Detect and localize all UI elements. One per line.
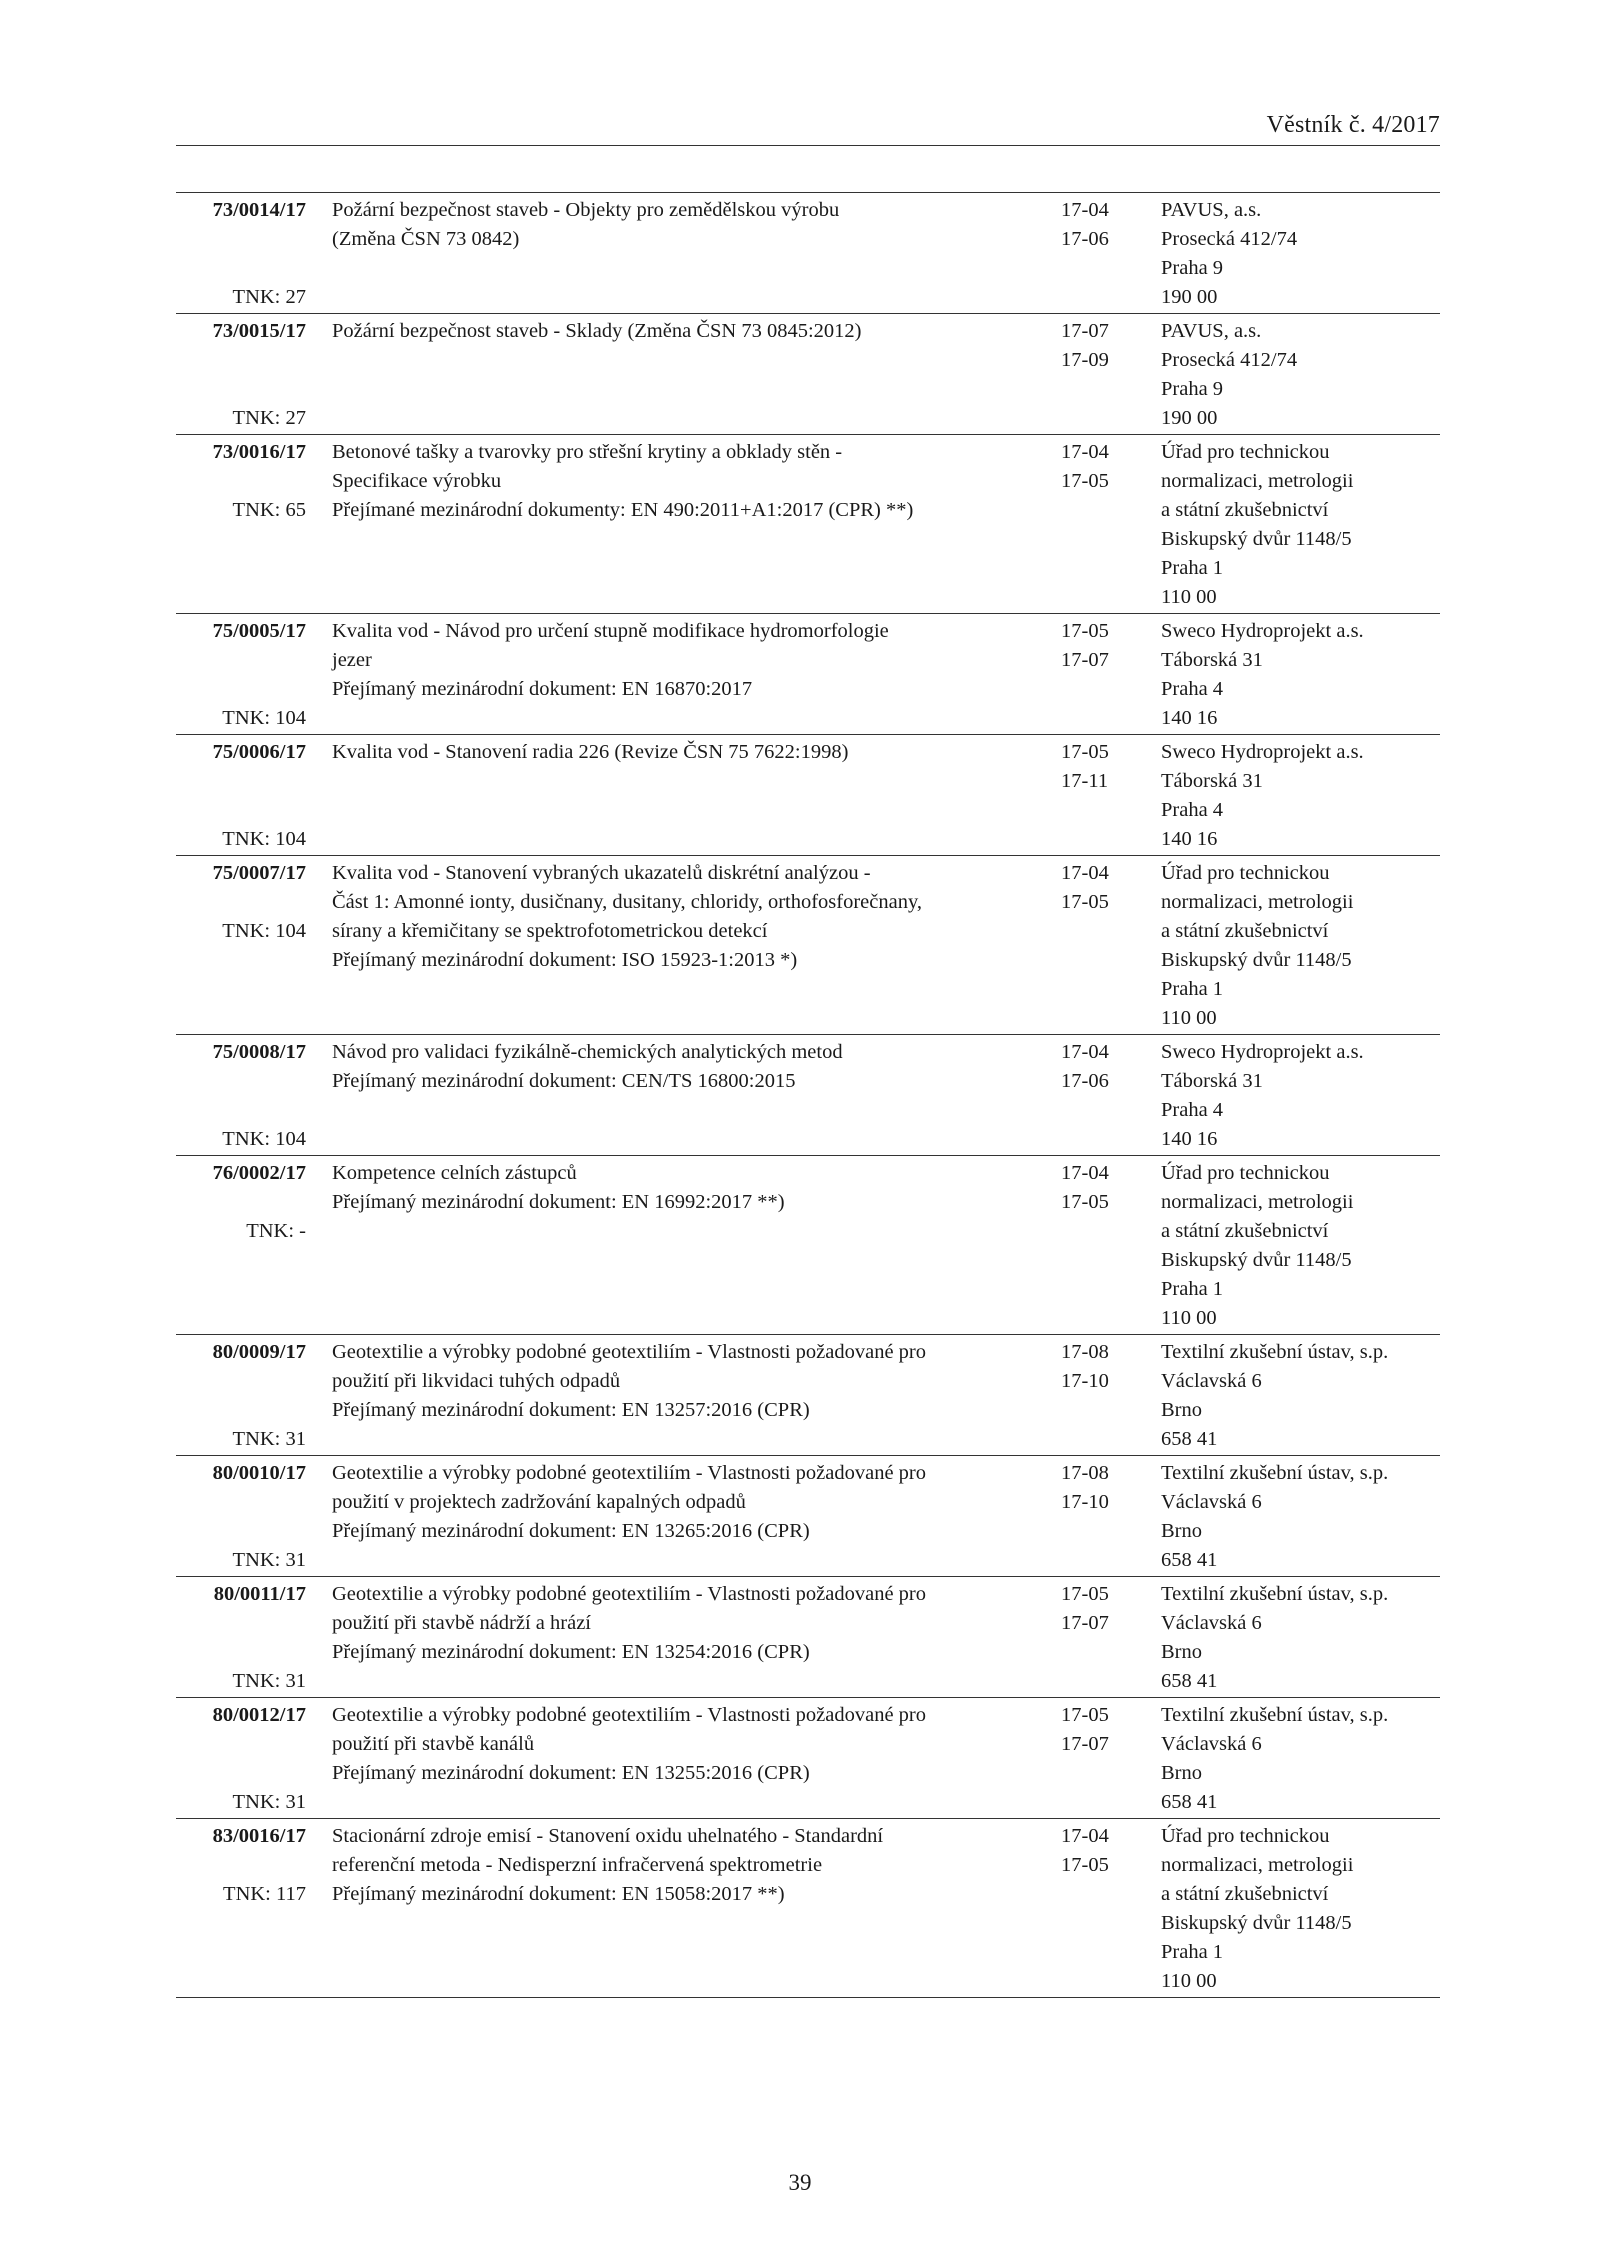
entry-dates [1061,1580,1151,1638]
address-line: Úřad pro technickou [1161,862,1330,884]
tnk-label: TNK: 27 [232,286,306,308]
address-line: PAVUS, a.s. [1161,199,1262,221]
entry-id-column [176,1580,306,1695]
date-code: 17-05 [1061,741,1109,763]
date-code: 17-09 [1061,349,1109,371]
entry-id-column [176,1459,306,1574]
address-line: normalizaci, metrologii [1161,1854,1354,1876]
entry-address [1161,1701,1461,1817]
address-line: Úřad pro technickou [1161,1162,1330,1184]
standard-number: 80/0010/17 [212,1462,306,1484]
address-line: 110 00 [1161,1307,1217,1329]
address-line: 658 41 [1161,1670,1218,1692]
standard-number: 80/0009/17 [212,1341,306,1363]
date-code: 17-07 [1061,1733,1109,1755]
address-line: a státní zkušebnictví [1161,920,1329,942]
title-line: Geotextilie a výrobky podobné geotextiliím - Vlastnosti požadované pro [332,1462,926,1484]
standard-number: 73/0014/17 [212,199,306,221]
address-line: Prosecká 412/74 [1161,349,1298,371]
date-code: 17-04 [1061,1041,1109,1063]
entry-id-column [176,1701,306,1816]
address-line: a státní zkušebnictví [1161,1220,1329,1242]
standard-number: 73/0016/17 [212,441,306,463]
tnk-label: TNK: 117 [223,1883,306,1905]
title-line: Přejímané mezinárodní dokumenty: EN 490:2011+A1:2017 (CPR) **) [332,499,914,521]
address-line: Úřad pro technickou [1161,441,1330,463]
title-line: Geotextilie a výrobky podobné geotextiliím - Vlastnosti požadované pro [332,1341,926,1363]
address-line: 658 41 [1161,1549,1218,1571]
address-line: Václavská 6 [1161,1491,1262,1513]
standard-entry [176,1456,1440,1577]
date-code: 17-07 [1061,1612,1109,1634]
entry-address [1161,1580,1461,1696]
entry-dates [1061,1459,1151,1517]
date-code: 17-04 [1061,441,1109,463]
entry-dates [1061,438,1151,496]
entry-dates [1061,1822,1151,1880]
standard-entry [176,1577,1440,1698]
standard-entry [176,856,1440,1035]
entry-address [1161,196,1461,312]
standard-entry [176,1156,1440,1335]
address-line: Textilní zkušební ústav, s.p. [1161,1704,1389,1726]
entry-id-column [176,1338,306,1453]
standard-entry [176,435,1440,614]
address-line: Praha 1 [1161,1941,1224,1963]
address-line: Táborská 31 [1161,1070,1263,1092]
address-line: Úřad pro technickou [1161,1825,1330,1847]
title-line: Kvalita vod - Stanovení radia 226 (Revize ČSN 75 7622:1998) [332,741,849,763]
address-line: Praha 1 [1161,978,1224,1000]
standard-number: 76/0002/17 [212,1162,306,1184]
date-code: 17-07 [1061,320,1109,342]
title-line: Přejímaný mezinárodní dokument: EN 15058:2017 **) [332,1883,785,1905]
date-code: 17-05 [1061,1191,1109,1213]
title-line: Přejímaný mezinárodní dokument: EN 16870:2017 [332,678,753,700]
entry-address [1161,1459,1461,1575]
date-code: 17-05 [1061,620,1109,642]
standard-number: 80/0012/17 [212,1704,306,1726]
entry-id-column [176,1038,306,1153]
entry-dates [1061,317,1151,375]
address-line: Praha 4 [1161,799,1224,821]
title-line: Část 1: Amonné ionty, dusičnany, dusitany, chloridy, orthofosforečnany, [332,891,923,913]
address-line: normalizaci, metrologii [1161,1191,1354,1213]
title-line: Přejímaný mezinárodní dokument: EN 13255:2016 (CPR) [332,1762,810,1784]
address-line: Textilní zkušební ústav, s.p. [1161,1462,1389,1484]
date-code: 17-05 [1061,1583,1109,1605]
title-line: Požární bezpečnost staveb - Sklady (Změna ČSN 73 0845:2012) [332,320,862,342]
address-line: normalizaci, metrologii [1161,470,1354,492]
address-line: Brno [1161,1762,1202,1784]
standard-number: 75/0008/17 [212,1041,306,1063]
date-code: 17-04 [1061,1825,1109,1847]
address-line: Brno [1161,1641,1202,1663]
standard-entry [176,314,1440,435]
title-line: Požární bezpečnost staveb - Objekty pro zemědělskou výrobu [332,199,840,221]
entry-dates [1061,196,1151,254]
tnk-label: TNK: 104 [222,828,306,850]
title-line: Přejímaný mezinárodní dokument: EN 13257:2016 (CPR) [332,1399,810,1421]
address-line: Sweco Hydroprojekt a.s. [1161,1041,1364,1063]
title-line: Přejímaný mezinárodní dokument: CEN/TS 16800:2015 [332,1070,796,1092]
date-code: 17-05 [1061,470,1109,492]
address-line: 110 00 [1161,586,1217,608]
title-line: Specifikace výrobku [332,470,502,492]
date-code: 17-06 [1061,228,1109,250]
address-line: normalizaci, metrologii [1161,891,1354,913]
date-code: 17-04 [1061,199,1109,221]
title-line: Geotextilie a výrobky podobné geotextiliím - Vlastnosti požadované pro [332,1583,926,1605]
standard-entry [176,735,1440,856]
date-code: 17-07 [1061,649,1109,671]
entry-dates [1061,1038,1151,1096]
tnk-label: TNK: 104 [222,707,306,729]
address-line: Praha 9 [1161,378,1224,400]
address-line: Biskupský dvůr 1148/5 [1161,1249,1352,1271]
standard-entry [176,1335,1440,1456]
entry-dates [1061,617,1151,675]
address-line: Praha 4 [1161,678,1224,700]
address-line: 658 41 [1161,1791,1218,1813]
tnk-label: TNK: 104 [222,920,306,942]
date-code: 17-08 [1061,1462,1109,1484]
entry-id-column [176,438,306,611]
title-line: Přejímaný mezinárodní dokument: EN 16992:2017 **) [332,1191,785,1213]
title-line: Přejímaný mezinárodní dokument: EN 13254:2016 (CPR) [332,1641,810,1663]
entry-address [1161,859,1461,1033]
entry-id-column [176,196,306,311]
address-line: Textilní zkušební ústav, s.p. [1161,1341,1389,1363]
address-line: 190 00 [1161,407,1218,429]
title-line: použití při stavbě nádrží a hrází [332,1612,591,1634]
entry-id-column [176,859,306,1032]
address-line: Václavská 6 [1161,1370,1262,1392]
tnk-label: TNK: 31 [232,1670,306,1692]
address-line: 658 41 [1161,1428,1218,1450]
standard-number: 73/0015/17 [212,320,306,342]
address-line: Praha 9 [1161,257,1224,279]
standard-number: 75/0007/17 [212,862,306,884]
address-line: Brno [1161,1399,1202,1421]
title-line: Kvalita vod - Stanovení vybraných ukazatelů diskrétní analýzou - [332,862,871,884]
date-code: 17-06 [1061,1070,1109,1092]
entry-address [1161,617,1461,733]
entry-id-column [176,317,306,432]
title-line: Betonové tašky a tvarovky pro střešní krytiny a obklady stěn - [332,441,843,463]
entry-dates [1061,738,1151,796]
standard-entry [176,1698,1440,1819]
address-line: Praha 1 [1161,557,1224,579]
date-code: 17-08 [1061,1341,1109,1363]
address-line: Prosecká 412/74 [1161,228,1298,250]
address-line: 110 00 [1161,1970,1217,1992]
date-code: 17-05 [1061,1704,1109,1726]
address-line: 190 00 [1161,286,1218,308]
address-line: Biskupský dvůr 1148/5 [1161,949,1352,971]
title-line: Přejímaný mezinárodní dokument: ISO 15923-1:2013 *) [332,949,798,971]
standard-entry [176,1819,1440,1998]
address-line: Biskupský dvůr 1148/5 [1161,528,1352,550]
address-line: Sweco Hydroprojekt a.s. [1161,620,1364,642]
address-line: Praha 1 [1161,1278,1224,1300]
standard-entry [176,1035,1440,1156]
address-line: Biskupský dvůr 1148/5 [1161,1912,1352,1934]
tnk-label: TNK: 27 [232,407,306,429]
title-line: Návod pro validaci fyzikálně-chemických analytických metod [332,1041,843,1063]
address-line: PAVUS, a.s. [1161,320,1262,342]
standard-number: 75/0005/17 [212,620,306,642]
tnk-label: TNK: 31 [232,1428,306,1450]
address-line: Táborská 31 [1161,770,1263,792]
journal-title: Věstník č. 4/2017 [1266,112,1440,138]
address-line: Václavská 6 [1161,1733,1262,1755]
date-code: 17-04 [1061,1162,1109,1184]
standard-number: 83/0016/17 [212,1825,306,1847]
date-code: 17-10 [1061,1370,1109,1392]
title-line: (Změna ČSN 73 0842) [332,228,520,250]
address-line: 140 16 [1161,1128,1218,1150]
address-line: a státní zkušebnictví [1161,499,1329,521]
date-code: 17-04 [1061,862,1109,884]
entry-address [1161,317,1461,433]
entry-address [1161,738,1461,854]
standard-entry [176,614,1440,735]
tnk-label: TNK: 31 [232,1791,306,1813]
title-line: použití při stavbě kanálů [332,1733,535,1755]
entry-address [1161,1038,1461,1154]
standard-number: 80/0011/17 [213,1583,306,1605]
date-code: 17-05 [1061,891,1109,913]
page-number: 39 [788,2170,812,2195]
date-code: 17-10 [1061,1491,1109,1513]
title-line: Stacionární zdroje emisí - Stanovení oxidu uhelnatého - Standardní [332,1825,884,1847]
title-line: Kompetence celních zástupců [332,1162,577,1184]
address-line: Praha 4 [1161,1099,1224,1121]
address-line: Táborská 31 [1161,649,1263,671]
date-code: 17-11 [1061,770,1109,792]
address-line: a státní zkušebnictví [1161,1883,1329,1905]
standard-number: 75/0006/17 [212,741,306,763]
entry-address [1161,1822,1461,1996]
tnk-label: TNK: 31 [232,1549,306,1571]
entry-id-column [176,738,306,853]
title-line: použití při likvidaci tuhých odpadů [332,1370,621,1392]
address-line: Textilní zkušební ústav, s.p. [1161,1583,1389,1605]
tnk-label: TNK: 104 [222,1128,306,1150]
tnk-label: TNK: - [246,1220,306,1242]
title-line: Kvalita vod - Návod pro určení stupně modifikace hydromorfologie [332,620,889,642]
entry-address [1161,1159,1461,1333]
address-line: 140 16 [1161,707,1218,729]
title-line: sírany a křemičitany se spektrofotometrickou detekcí [332,920,768,942]
entry-id-column [176,1159,306,1332]
entry-id-column [176,617,306,732]
title-line: použití v projektech zadržování kapalných odpadů [332,1491,746,1513]
address-line: Václavská 6 [1161,1612,1262,1634]
address-line: 110 00 [1161,1007,1217,1029]
address-line: Brno [1161,1520,1202,1542]
standards-table [176,193,1440,1998]
date-code: 17-05 [1061,1854,1109,1876]
title-line: Geotextilie a výrobky podobné geotextiliím - Vlastnosti požadované pro [332,1704,926,1726]
title-line: referenční metoda - Nedisperzní infračervená spektrometrie [332,1854,823,1876]
entry-address [1161,438,1461,612]
title-line: Přejímaný mezinárodní dokument: EN 13265:2016 (CPR) [332,1520,810,1542]
tnk-label: TNK: 65 [232,499,306,521]
address-line: Sweco Hydroprojekt a.s. [1161,741,1364,763]
entry-dates [1061,1701,1151,1759]
entry-dates [1061,1159,1151,1217]
entry-dates [1061,1338,1151,1396]
entry-address [1161,1338,1461,1454]
header-rule [176,145,1440,146]
standard-entry [176,193,1440,314]
address-line: 140 16 [1161,828,1218,850]
entry-dates [1061,859,1151,917]
entry-id-column [176,1822,306,1995]
title-line: jezer [332,649,372,671]
